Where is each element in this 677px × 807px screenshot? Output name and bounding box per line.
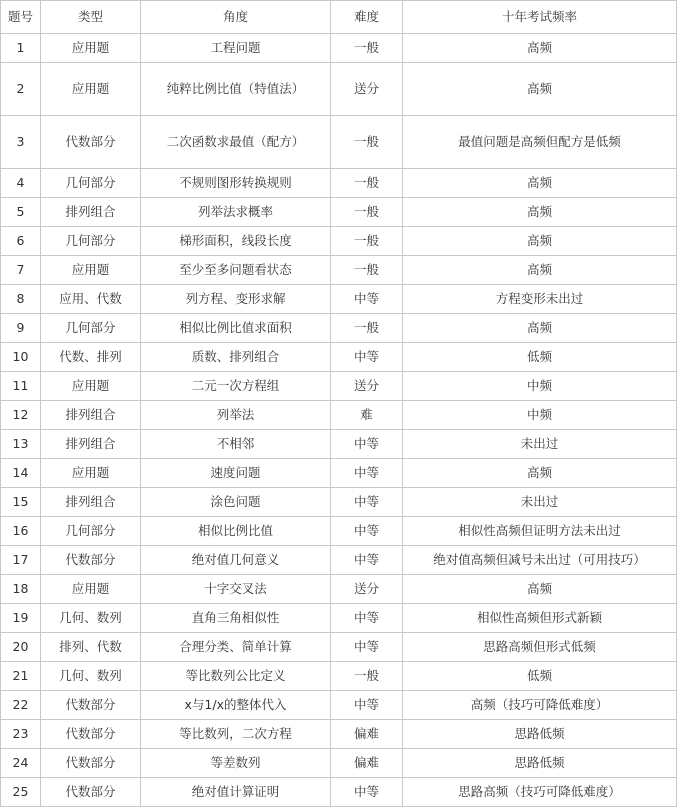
cell-frequency: 高频 — [403, 63, 677, 116]
cell-difficulty: 中等 — [331, 488, 403, 517]
cell-number: 14 — [1, 459, 41, 488]
cell-number: 22 — [1, 691, 41, 720]
table-row — [1, 749, 677, 778]
cell-difficulty: 一般 — [331, 169, 403, 198]
cell-angle: 十字交叉法 — [141, 575, 331, 604]
cell-number: 1 — [1, 34, 41, 63]
cell-angle: 等差数列 — [141, 749, 331, 778]
table-row — [1, 372, 677, 401]
cell-angle: 不规则图形转换规则 — [141, 169, 331, 198]
table-row — [1, 34, 677, 63]
cell-difficulty: 中等 — [331, 459, 403, 488]
cell-frequency: 相似性高频但证明方法未出过 — [403, 517, 677, 546]
cell-difficulty: 中等 — [331, 343, 403, 372]
cell-difficulty: 中等 — [331, 633, 403, 662]
cell-type: 代数部分 — [41, 546, 141, 575]
cell-angle: 至少至多问题看状态 — [141, 256, 331, 285]
table-row — [1, 285, 677, 314]
table-row — [1, 633, 677, 662]
cell-type: 排列、代数 — [41, 633, 141, 662]
header-type: 类型 — [41, 1, 141, 34]
cell-frequency: 高频（技巧可降低难度） — [403, 691, 677, 720]
table-row — [1, 343, 677, 372]
cell-number: 18 — [1, 575, 41, 604]
cell-angle: 等比数列，二次方程 — [141, 720, 331, 749]
cell-angle: 速度问题 — [141, 459, 331, 488]
cell-number: 10 — [1, 343, 41, 372]
cell-frequency: 高频 — [403, 169, 677, 198]
cell-difficulty: 中等 — [331, 430, 403, 459]
table-row — [1, 459, 677, 488]
cell-frequency: 高频 — [403, 575, 677, 604]
cell-frequency: 低频 — [403, 662, 677, 691]
cell-type: 应用、代数 — [41, 285, 141, 314]
cell-type: 几何部分 — [41, 517, 141, 546]
cell-type: 代数部分 — [41, 778, 141, 807]
cell-frequency: 高频 — [403, 459, 677, 488]
cell-number: 25 — [1, 778, 41, 807]
cell-frequency: 方程变形未出过 — [403, 285, 677, 314]
cell-frequency: 思路低频 — [403, 749, 677, 778]
table-body — [1, 34, 677, 807]
header-frequency: 十年考试频率 — [403, 1, 677, 34]
cell-difficulty: 送分 — [331, 575, 403, 604]
cell-type: 代数部分 — [41, 720, 141, 749]
cell-difficulty: 一般 — [331, 256, 403, 285]
cell-frequency: 思路高频（技巧可降低难度） — [403, 778, 677, 807]
cell-frequency: 未出过 — [403, 488, 677, 517]
cell-angle: 二元一次方程组 — [141, 372, 331, 401]
cell-angle: 列举法求概率 — [141, 198, 331, 227]
cell-number: 11 — [1, 372, 41, 401]
cell-type: 应用题 — [41, 459, 141, 488]
table-row — [1, 314, 677, 343]
cell-type: 应用题 — [41, 372, 141, 401]
cell-type: 代数、排列 — [41, 343, 141, 372]
cell-difficulty: 中等 — [331, 546, 403, 575]
cell-number: 19 — [1, 604, 41, 633]
cell-number: 20 — [1, 633, 41, 662]
cell-frequency: 思路低频 — [403, 720, 677, 749]
table-row — [1, 198, 677, 227]
cell-frequency: 高频 — [403, 198, 677, 227]
cell-difficulty: 偏难 — [331, 720, 403, 749]
cell-type: 几何部分 — [41, 169, 141, 198]
cell-difficulty: 中等 — [331, 517, 403, 546]
cell-difficulty: 中等 — [331, 604, 403, 633]
cell-difficulty: 送分 — [331, 372, 403, 401]
cell-number: 9 — [1, 314, 41, 343]
cell-type: 代数部分 — [41, 749, 141, 778]
table-row — [1, 604, 677, 633]
cell-number: 21 — [1, 662, 41, 691]
cell-frequency: 高频 — [403, 227, 677, 256]
table-row — [1, 720, 677, 749]
cell-frequency: 未出过 — [403, 430, 677, 459]
table-row — [1, 517, 677, 546]
cell-type: 代数部分 — [41, 691, 141, 720]
cell-number: 7 — [1, 256, 41, 285]
table-row — [1, 691, 677, 720]
cell-angle: 绝对值几何意义 — [141, 546, 331, 575]
cell-angle: 相似比例比值 — [141, 517, 331, 546]
cell-angle: 相似比例比值求面积 — [141, 314, 331, 343]
header-row — [1, 1, 677, 34]
cell-angle: 列举法 — [141, 401, 331, 430]
cell-frequency: 最值问题是高频但配方是低频 — [403, 116, 677, 169]
cell-type: 代数部分 — [41, 116, 141, 169]
cell-type: 应用题 — [41, 63, 141, 116]
cell-difficulty: 一般 — [331, 116, 403, 169]
cell-angle: 等比数列公比定义 — [141, 662, 331, 691]
cell-angle: 梯形面积，线段长度 — [141, 227, 331, 256]
cell-difficulty: 一般 — [331, 662, 403, 691]
cell-number: 24 — [1, 749, 41, 778]
cell-frequency: 中频 — [403, 372, 677, 401]
cell-difficulty: 偏难 — [331, 749, 403, 778]
header-difficulty: 难度 — [331, 1, 403, 34]
cell-angle: 质数、排列组合 — [141, 343, 331, 372]
cell-difficulty: 送分 — [331, 63, 403, 116]
table-row — [1, 488, 677, 517]
cell-frequency: 绝对值高频但减号未出过（可用技巧） — [403, 546, 677, 575]
cell-type: 排列组合 — [41, 430, 141, 459]
cell-angle: 不相邻 — [141, 430, 331, 459]
cell-frequency: 高频 — [403, 34, 677, 63]
cell-type: 排列组合 — [41, 401, 141, 430]
cell-type: 应用题 — [41, 256, 141, 285]
cell-type: 几何部分 — [41, 227, 141, 256]
cell-difficulty: 中等 — [331, 285, 403, 314]
cell-type: 应用题 — [41, 575, 141, 604]
cell-frequency: 高频 — [403, 314, 677, 343]
cell-number: 16 — [1, 517, 41, 546]
cell-frequency: 思路高频但形式低频 — [403, 633, 677, 662]
cell-type: 应用题 — [41, 34, 141, 63]
cell-difficulty: 中等 — [331, 691, 403, 720]
table-row — [1, 256, 677, 285]
table-row — [1, 430, 677, 459]
cell-type: 排列组合 — [41, 198, 141, 227]
cell-angle: 直角三角相似性 — [141, 604, 331, 633]
cell-angle: 绝对值计算证明 — [141, 778, 331, 807]
cell-number: 2 — [1, 63, 41, 116]
cell-number: 12 — [1, 401, 41, 430]
cell-number: 8 — [1, 285, 41, 314]
cell-number: 13 — [1, 430, 41, 459]
table-row — [1, 778, 677, 807]
cell-difficulty: 一般 — [331, 198, 403, 227]
cell-number: 15 — [1, 488, 41, 517]
header-number: 题号 — [1, 1, 41, 34]
cell-angle: 合理分类、简单计算 — [141, 633, 331, 662]
cell-frequency: 高频 — [403, 256, 677, 285]
cell-type: 几何、数列 — [41, 604, 141, 633]
cell-difficulty: 一般 — [331, 314, 403, 343]
cell-difficulty: 一般 — [331, 227, 403, 256]
table-row — [1, 662, 677, 691]
table-row — [1, 401, 677, 430]
cell-angle: 二次函数求最值（配方） — [141, 116, 331, 169]
cell-number: 23 — [1, 720, 41, 749]
cell-type: 几何部分 — [41, 314, 141, 343]
table-row — [1, 116, 677, 169]
cell-difficulty: 一般 — [331, 34, 403, 63]
cell-number: 17 — [1, 546, 41, 575]
cell-difficulty: 中等 — [331, 778, 403, 807]
cell-frequency: 中频 — [403, 401, 677, 430]
table-row — [1, 227, 677, 256]
cell-number: 6 — [1, 227, 41, 256]
header-angle: 角度 — [141, 1, 331, 34]
cell-number: 5 — [1, 198, 41, 227]
cell-angle: 工程问题 — [141, 34, 331, 63]
cell-type: 排列组合 — [41, 488, 141, 517]
cell-angle: 列方程、变形求解 — [141, 285, 331, 314]
cell-angle: 涂色问题 — [141, 488, 331, 517]
table-row — [1, 169, 677, 198]
cell-angle: 纯粹比例比值（特值法） — [141, 63, 331, 116]
cell-frequency: 低频 — [403, 343, 677, 372]
cell-type: 几何、数列 — [41, 662, 141, 691]
cell-frequency: 相似性高频但形式新颖 — [403, 604, 677, 633]
table-row — [1, 546, 677, 575]
table-row — [1, 575, 677, 604]
cell-angle: x与1/x的整体代入 — [141, 691, 331, 720]
cell-difficulty: 难 — [331, 401, 403, 430]
cell-number: 3 — [1, 116, 41, 169]
table-row — [1, 63, 677, 116]
cell-number: 4 — [1, 169, 41, 198]
